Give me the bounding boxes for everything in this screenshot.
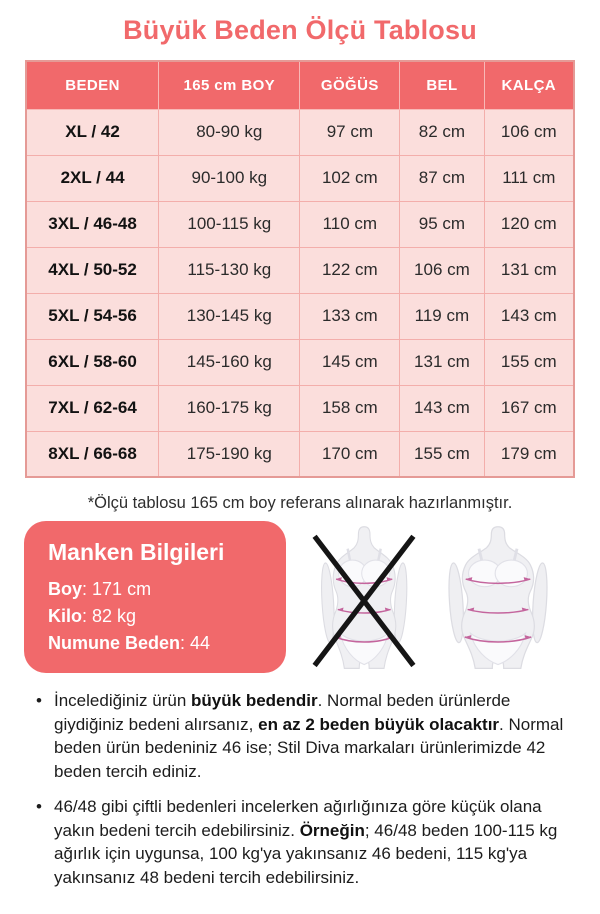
column-header: BEDEN (26, 61, 159, 109)
measure-cell: 106 cm (400, 247, 484, 293)
table-row (26, 247, 574, 293)
note-item: • İncelediğiniz ürün büyük bedendir. Normal beden ürünlerde giydiğiniz bedeni alırsanız, en az 2 beden büyük olacaktır. Normal beden ürün bedeniniz 46 ise; Stil Diva markaları ürünlerimizde 42 beden tercih ediniz. (34, 689, 570, 783)
measure-cell: 155 cm (484, 339, 574, 385)
measure-cell: 155 cm (400, 431, 484, 477)
model-info-title: Manken Bilgileri (48, 539, 225, 565)
size-cell: 7XL / 62-64 (26, 385, 159, 431)
table-row (26, 431, 574, 477)
measure-cell: 97 cm (300, 109, 400, 155)
measure-cell: 90-100 kg (159, 155, 300, 201)
measure-cell: 106 cm (484, 109, 574, 155)
measure-cell: 145-160 kg (159, 339, 300, 385)
measure-cell: 175-190 kg (159, 431, 300, 477)
measure-cell: 122 cm (300, 247, 400, 293)
measure-cell: 80-90 kg (159, 109, 300, 155)
measure-cell: 120 cm (484, 201, 574, 247)
measure-cell: 102 cm (300, 155, 400, 201)
model-height-line: Boy: 171 cm (48, 579, 152, 599)
table-row (26, 293, 574, 339)
measure-cell: 82 cm (400, 109, 484, 155)
measure-cell: 133 cm (300, 293, 400, 339)
table-row (26, 109, 574, 155)
table-row (26, 385, 574, 431)
measure-cell: 145 cm (300, 339, 400, 385)
size-table-header-row (26, 61, 574, 109)
measure-cell: 143 cm (484, 293, 574, 339)
measure-cell: 115-130 kg (159, 247, 300, 293)
column-header: GÖĞÜS (300, 61, 400, 109)
measure-cell: 131 cm (400, 339, 484, 385)
page-title: Büyük Beden Ölçü Tablosu (123, 15, 477, 45)
table-row (26, 155, 574, 201)
measure-cell: 131 cm (484, 247, 574, 293)
size-cell: 3XL / 46-48 (26, 201, 159, 247)
column-header: BEL (400, 61, 484, 109)
size-table-body (26, 109, 574, 477)
column-header: 165 cm BOY (159, 61, 300, 109)
size-table (25, 60, 575, 478)
size-cell: 6XL / 58-60 (26, 339, 159, 385)
measure-cell: 100-115 kg (159, 201, 300, 247)
size-cell: 2XL / 44 (26, 155, 159, 201)
table-footnote: *Ölçü tablosu 165 cm boy referans alınarak hazırlanmıştır. (87, 494, 513, 512)
size-cell: 8XL / 66-68 (26, 431, 159, 477)
model-info-card (24, 521, 286, 673)
measure-cell: 119 cm (400, 293, 484, 339)
size-cell: 5XL / 54-56 (26, 293, 159, 339)
measure-cell: 170 cm (300, 431, 400, 477)
measure-cell: 158 cm (300, 385, 400, 431)
measure-cell: 143 cm (400, 385, 484, 431)
measure-cell: 87 cm (400, 155, 484, 201)
measure-cell: 110 cm (300, 201, 400, 247)
measure-cell: 111 cm (484, 155, 574, 201)
measure-cell: 130-145 kg (159, 293, 300, 339)
body-measurements-figure-icon (441, 523, 555, 675)
measure-cell: 167 cm (484, 385, 574, 431)
figure-illustrations (286, 521, 576, 675)
table-row (26, 201, 574, 247)
note-item: • 46/48 gibi çiftli bedenleri incelerken ağırlığınıza göre küçük olana yakın bedeni tercih edebilirsiniz. Örneğin; 46/48 beden 100-115 kg ağırlık için uygunsa, 100 kg'ya yakınsanız 46 bedeni, 115 kg'ya yakınsanız 48 bedeni tercih edebilirsiniz. (34, 795, 570, 889)
table-row (26, 339, 574, 385)
model-weight-line: Kilo: 82 kg (48, 606, 137, 626)
size-cell: 4XL / 50-52 (26, 247, 159, 293)
measure-cell: 95 cm (400, 201, 484, 247)
model-info-row (24, 521, 576, 675)
info-notes-list (34, 689, 570, 889)
size-cell: XL / 42 (26, 109, 159, 155)
crossed-out-body-figure-icon (307, 523, 421, 675)
measure-cell: 160-175 kg (159, 385, 300, 431)
measure-cell: 179 cm (484, 431, 574, 477)
model-sample-size-line: Numune Beden: 44 (48, 633, 211, 653)
size-chart-page (0, 14, 600, 914)
column-header: KALÇA (484, 61, 574, 109)
